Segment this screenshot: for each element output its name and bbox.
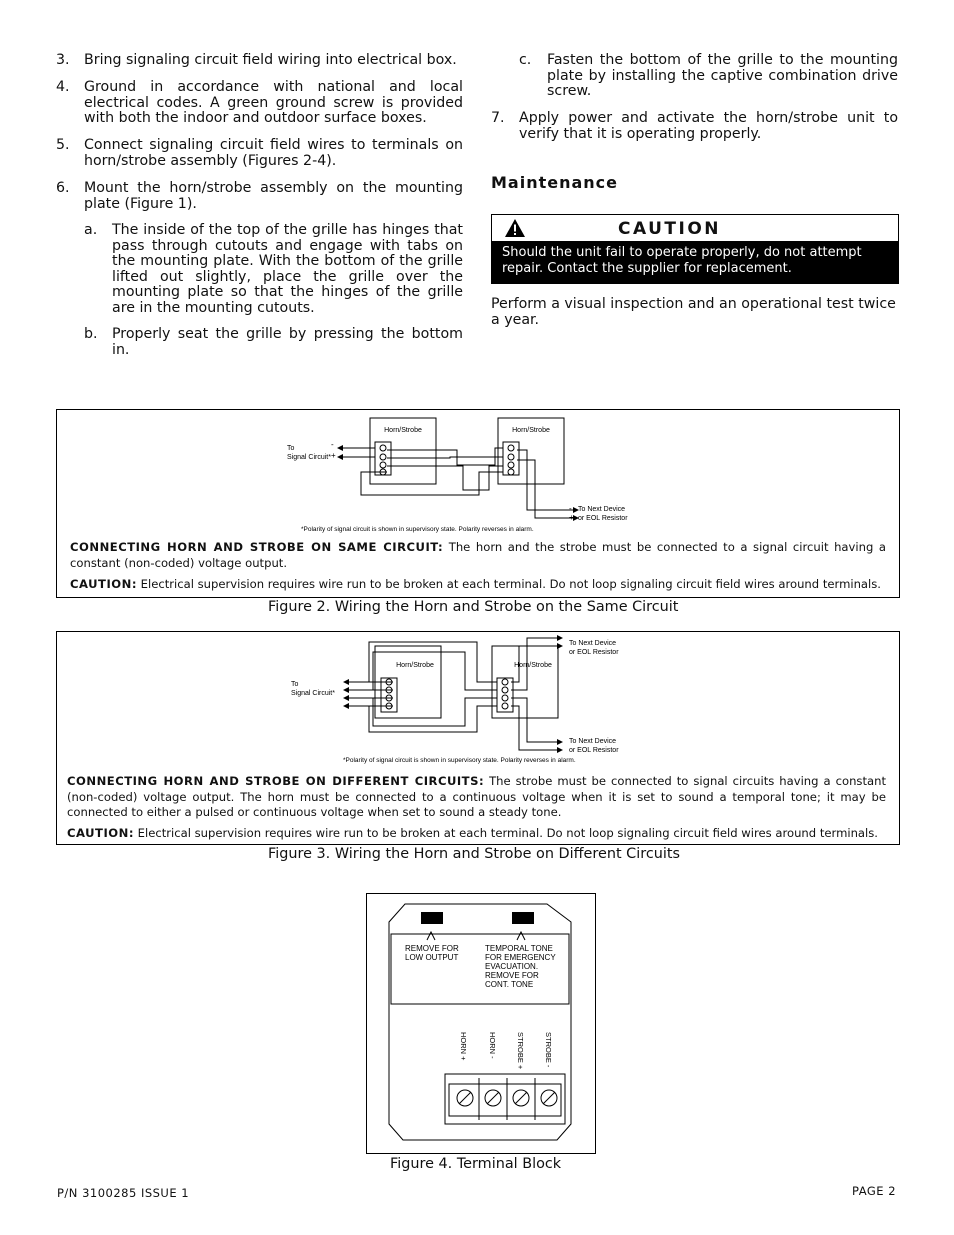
- step-number: 5.: [56, 137, 70, 153]
- terminal-label: HORN -: [488, 1032, 497, 1059]
- step-text: Ground in accordance with national and local electrical codes. A green ground screw is provided with both the indoor and outdoor surface boxes.: [84, 79, 463, 127]
- caution-box: [491, 214, 899, 284]
- step-6: [56, 181, 463, 213]
- caution-label: CAUTION:: [70, 577, 137, 591]
- horn-strobe-label: Horn/Strobe: [396, 662, 434, 669]
- step-number: 3.: [56, 52, 70, 68]
- step-number: 4.: [56, 79, 70, 95]
- note-text: The horn and the strobe must be connected to a signal circuit having a constant (non-coded) voltage output.: [70, 540, 886, 570]
- maintenance-body: Perform a visual inspection and an operational test twice a year.: [491, 296, 896, 328]
- figure-4: [366, 893, 596, 1154]
- eol-resistor-label: or EOL Resistor: [569, 649, 619, 656]
- note-text: The strobe must be connected to signal circuits having a constant (non-coded) voltage output. The horn must be connected to a continuous voltage when it is set to sound a temporal tone; it may be connected to either a pulsed or continuous voltage when set to sound a steady tone.: [67, 774, 887, 819]
- temporal-tone-label: EVACUATION.: [485, 962, 539, 971]
- terminal-label: STROBE +: [516, 1032, 525, 1070]
- step-text: Properly seat the grille by pressing the bottom in.: [112, 326, 463, 358]
- plus-sign: +: [569, 513, 574, 522]
- maintenance-heading: Maintenance: [491, 173, 619, 192]
- signal-circuit-label: Signal Circuit*: [291, 690, 335, 697]
- polarity-note: *Polarity of signal circuit is shown in supervisory state. Polarity reverses in alarm.: [343, 757, 576, 764]
- part-number: P/N 3100285 ISSUE 1: [57, 1186, 190, 1200]
- temporal-tone-label: FOR EMERGENCY: [485, 953, 556, 962]
- horn-strobe-label: Horn/Strobe: [512, 427, 550, 434]
- caution-header: [492, 215, 898, 241]
- figure-4-caption: Figure 4. Terminal Block: [390, 1156, 562, 1172]
- step-text: Bring signaling circuit field wiring into electrical box.: [84, 52, 457, 68]
- figure-3-note: [67, 774, 886, 821]
- step-5: [56, 138, 463, 170]
- minus-sign: -: [331, 440, 334, 449]
- step-letter: a.: [84, 222, 98, 238]
- step-7: [491, 111, 898, 143]
- step-6c: [519, 53, 898, 101]
- figure-2: [56, 409, 900, 598]
- figure-2-note: [70, 540, 886, 571]
- caution-label: CAUTION:: [67, 826, 134, 840]
- terminal-label: HORN +: [459, 1032, 468, 1061]
- temporal-tone-label: TEMPORAL TONE: [485, 944, 553, 953]
- caution-text: Should the unit fail to operate properly, do not attempt repair. Contact the supplier for replacement.: [492, 241, 898, 283]
- eol-resistor-label: or EOL Resistor: [569, 747, 619, 754]
- next-device-label: To Next Device: [569, 640, 617, 647]
- figure-2-diagram: [57, 410, 899, 540]
- figure-2-caption: Figure 2. Wiring the Horn and Strobe on the Same Circuit: [268, 599, 679, 615]
- caution-title: CAUTION: [618, 219, 722, 239]
- terminal-label: STROBE -: [544, 1032, 553, 1068]
- warning-triangle-icon: [504, 218, 526, 238]
- step-number: 6.: [56, 180, 70, 196]
- next-device-label: To Next Device: [569, 738, 617, 745]
- polarity-note: *Polarity of signal circuit is shown in supervisory state. Polarity reverses in alarm.: [301, 526, 534, 533]
- temporal-tone-label: REMOVE FOR: [485, 971, 539, 980]
- step-text: Connect signaling circuit field wires to terminals on horn/strobe assembly (Figures 2-4).: [84, 137, 463, 169]
- figure-3: [56, 631, 900, 845]
- figure-3-caption: Figure 3. Wiring the Horn and Strobe on Different Circuits: [268, 846, 680, 862]
- step-number: 7.: [491, 110, 505, 126]
- step-6a: [84, 223, 463, 318]
- next-device-label: To Next Device: [578, 506, 626, 513]
- figure-3-caution: [67, 826, 886, 842]
- remove-low-output-label: LOW OUTPUT: [405, 953, 459, 962]
- step-text: Apply power and activate the horn/strobe unit to verify that it is operating properly.: [519, 110, 898, 142]
- caution-text: Electrical supervision requires wire run to be broken at each terminal. Do not loop signaling circuit field wires around terminals.: [136, 577, 881, 591]
- horn-strobe-label: Horn/Strobe: [384, 427, 422, 434]
- step-3: [56, 53, 463, 69]
- step-text: The inside of the top of the grille has hinges that pass through cutouts and engage with tabs on the mounting plate. With the bottom of the grille lifted out slightly, place the grille over the mounting plate so that the hinges of the grille are in the mounting cutouts.: [112, 222, 463, 316]
- note-label: CONNECTING HORN AND STROBE ON DIFFERENT CIRCUITS:: [67, 774, 485, 788]
- to-signal-label: To: [291, 681, 299, 688]
- signal-circuit-label: Signal Circuit*: [287, 454, 331, 461]
- plus-sign: +: [331, 451, 336, 460]
- step-letter: b.: [84, 326, 98, 342]
- caution-text: Electrical supervision requires wire run to be broken at each terminal. Do not loop signaling circuit field wires around terminals.: [133, 826, 878, 840]
- figure-2-caution: [70, 577, 886, 593]
- page-number: PAGE 2: [852, 1184, 897, 1198]
- eol-resistor-label: or EOL Resistor: [578, 515, 628, 522]
- figure-3-diagram: [57, 632, 899, 768]
- step-6b: [84, 326, 463, 358]
- step-text: Mount the horn/strobe assembly on the mounting plate (Figure 1).: [84, 180, 463, 212]
- terminal-block-diagram: [367, 894, 595, 1153]
- minus-sign: -: [569, 504, 572, 513]
- step-text: Fasten the bottom of the grille to the mounting plate by installing the captive combination drive screw.: [547, 52, 898, 100]
- step-4: [56, 80, 463, 128]
- note-label: CONNECTING HORN AND STROBE ON SAME CIRCUIT:: [70, 540, 444, 554]
- step-letter: c.: [519, 52, 532, 68]
- remove-low-output-label: REMOVE FOR: [405, 944, 459, 953]
- horn-strobe-label: Horn/Strobe: [514, 662, 552, 669]
- to-signal-label: To: [287, 445, 295, 452]
- temporal-tone-label: CONT. TONE: [485, 980, 534, 989]
